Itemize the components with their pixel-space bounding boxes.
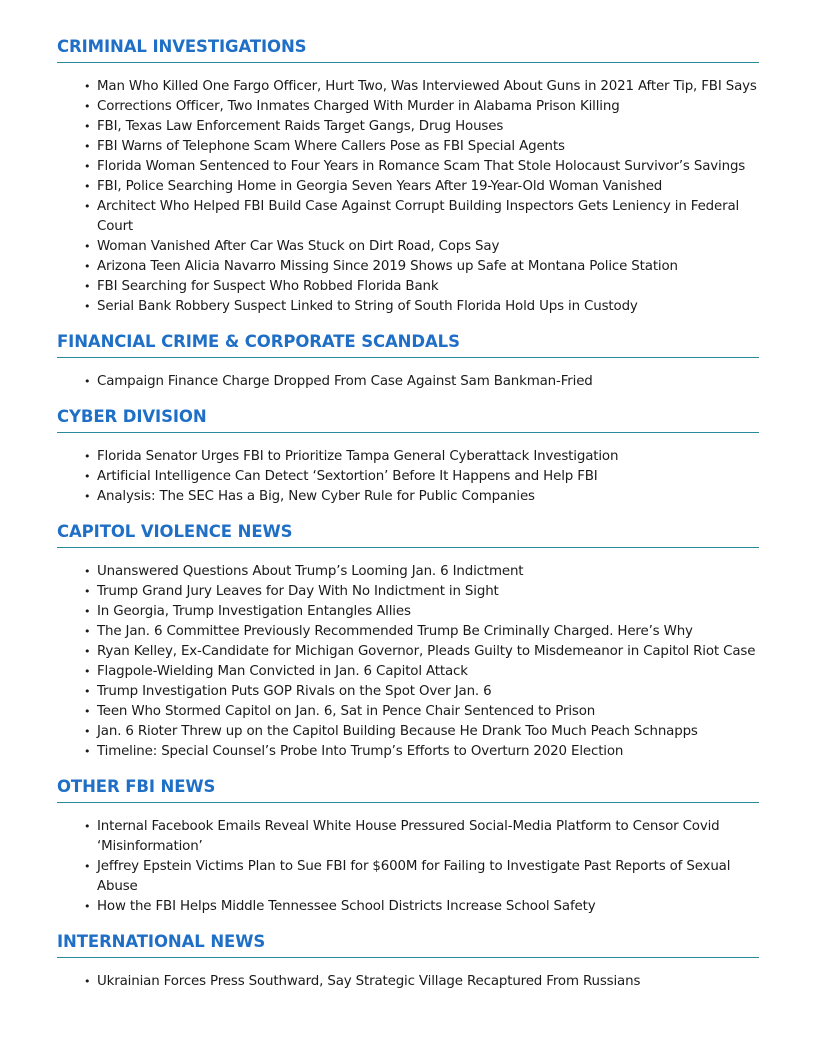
headline-text[interactable]: The Jan. 6 Committee Previously Recommended Trump Be Criminally Charged. Here’s Why: [97, 624, 693, 639]
section-cyber-division: [57, 406, 759, 507]
headline-item[interactable]: [84, 972, 759, 992]
bullet-icon: •: [84, 705, 91, 718]
headline-item[interactable]: [84, 722, 759, 742]
headline-item[interactable]: [84, 642, 759, 662]
section-title: CRIMINAL INVESTIGATIONS: [57, 36, 759, 63]
headline-list: [57, 372, 759, 392]
headline-item[interactable]: [84, 662, 759, 682]
bullet-icon: •: [84, 375, 91, 388]
section-international-news: [57, 931, 759, 992]
section-capitol-violence: [57, 521, 759, 762]
section-title: INTERNATIONAL NEWS: [57, 931, 759, 958]
bullet-icon: •: [84, 605, 91, 618]
bullet-icon: •: [84, 685, 91, 698]
bullet-icon: •: [84, 665, 91, 678]
headline-item[interactable]: [84, 487, 759, 507]
headline-text[interactable]: Jeffrey Epstein Victims Plan to Sue FBI for $600M for Failing to Investigate Past Reports of Sexual Abuse: [97, 859, 731, 894]
section-criminal-investigations: [57, 36, 759, 317]
section-title: FINANCIAL CRIME & CORPORATE SCANDALS: [57, 331, 759, 358]
headline-item[interactable]: [84, 97, 759, 117]
bullet-icon: •: [84, 280, 91, 293]
headline-text[interactable]: FBI Searching for Suspect Who Robbed Florida Bank: [97, 279, 439, 294]
headline-item[interactable]: [84, 702, 759, 722]
bullet-icon: •: [84, 140, 91, 153]
bullet-icon: •: [84, 625, 91, 638]
headline-text[interactable]: Trump Investigation Puts GOP Rivals on the Spot Over Jan. 6: [97, 684, 492, 699]
bullet-icon: •: [84, 860, 91, 873]
bullet-icon: •: [84, 160, 91, 173]
headline-text[interactable]: Internal Facebook Emails Reveal White House Pressured Social-Media Platform to Censor Covid ‘Misinformation’: [97, 819, 720, 854]
headline-item[interactable]: [84, 447, 759, 467]
headline-text[interactable]: Ryan Kelley, Ex-Candidate for Michigan Governor, Pleads Guilty to Misdemeanor in Capitol Riot Case: [97, 644, 756, 659]
headline-item[interactable]: [84, 77, 759, 97]
bullet-icon: •: [84, 585, 91, 598]
bullet-icon: •: [84, 100, 91, 113]
headline-text[interactable]: Campaign Finance Charge Dropped From Case Against Sam Bankman-Fried: [97, 374, 593, 389]
section-title: CAPITOL VIOLENCE NEWS: [57, 521, 759, 548]
headline-item[interactable]: [84, 177, 759, 197]
bullet-icon: •: [84, 490, 91, 503]
headline-item[interactable]: [84, 137, 759, 157]
headline-text[interactable]: FBI, Police Searching Home in Georgia Seven Years After 19-Year-Old Woman Vanished: [97, 179, 663, 194]
bullet-icon: •: [84, 975, 91, 988]
bullet-icon: •: [84, 120, 91, 133]
bullet-icon: •: [84, 260, 91, 273]
headline-text[interactable]: In Georgia, Trump Investigation Entangles Allies: [97, 604, 411, 619]
bullet-icon: •: [84, 565, 91, 578]
headline-item[interactable]: [84, 372, 759, 392]
bullet-icon: •: [84, 725, 91, 738]
headline-list: [57, 817, 759, 917]
headline-item[interactable]: [84, 562, 759, 582]
section-other-fbi-news: [57, 776, 759, 917]
headline-item[interactable]: [84, 467, 759, 487]
headline-text[interactable]: Arizona Teen Alicia Navarro Missing Since 2019 Shows up Safe at Montana Police Station: [97, 259, 678, 274]
headline-text[interactable]: Timeline: Special Counsel’s Probe Into Trump’s Efforts to Overturn 2020 Election: [97, 744, 624, 759]
headline-text[interactable]: FBI, Texas Law Enforcement Raids Target Gangs, Drug Houses: [97, 119, 504, 134]
bullet-icon: •: [84, 900, 91, 913]
headline-text[interactable]: Architect Who Helped FBI Build Case Against Corrupt Building Inspectors Gets Leniency in Federal Court: [97, 199, 740, 234]
bullet-icon: •: [84, 820, 91, 833]
headline-text[interactable]: FBI Warns of Telephone Scam Where Callers Pose as FBI Special Agents: [97, 139, 565, 154]
headline-item[interactable]: [84, 857, 759, 897]
headline-list: [57, 447, 759, 507]
bullet-icon: •: [84, 240, 91, 253]
headline-item[interactable]: [84, 622, 759, 642]
headline-item[interactable]: [84, 237, 759, 257]
bullet-icon: •: [84, 470, 91, 483]
headline-text[interactable]: Corrections Officer, Two Inmates Charged With Murder in Alabama Prison Killing: [97, 99, 620, 114]
headline-text[interactable]: Analysis: The SEC Has a Big, New Cyber Rule for Public Companies: [97, 489, 535, 504]
headline-text[interactable]: Serial Bank Robbery Suspect Linked to String of South Florida Hold Ups in Custody: [97, 299, 638, 314]
section-financial-crime: [57, 331, 759, 392]
section-title: OTHER FBI NEWS: [57, 776, 759, 803]
headline-list: [57, 77, 759, 317]
headline-item[interactable]: [84, 277, 759, 297]
bullet-icon: •: [84, 200, 91, 213]
bullet-icon: •: [84, 450, 91, 463]
headline-item[interactable]: [84, 817, 759, 857]
bullet-icon: •: [84, 80, 91, 93]
headline-item[interactable]: [84, 602, 759, 622]
headline-text[interactable]: Unanswered Questions About Trump’s Looming Jan. 6 Indictment: [97, 564, 524, 579]
section-title: CYBER DIVISION: [57, 406, 759, 433]
headline-text[interactable]: Florida Senator Urges FBI to Prioritize Tampa General Cyberattack Investigation: [97, 449, 619, 464]
headline-text[interactable]: Woman Vanished After Car Was Stuck on Dirt Road, Cops Say: [97, 239, 500, 254]
headline-item[interactable]: [84, 582, 759, 602]
headline-item[interactable]: [84, 297, 759, 317]
headline-text[interactable]: Jan. 6 Rioter Threw up on the Capitol Building Because He Drank Too Much Peach Schnapps: [97, 724, 698, 739]
news-digest-page: [57, 36, 759, 1006]
headline-item[interactable]: [84, 897, 759, 917]
bullet-icon: •: [84, 180, 91, 193]
headline-text[interactable]: Artificial Intelligence Can Detect ‘Sextortion’ Before It Happens and Help FBI: [97, 469, 598, 484]
headline-text[interactable]: Teen Who Stormed Capitol on Jan. 6, Sat in Pence Chair Sentenced to Prison: [97, 704, 596, 719]
headline-text[interactable]: How the FBI Helps Middle Tennessee School Districts Increase School Safety: [97, 899, 596, 914]
headline-text[interactable]: Ukrainian Forces Press Southward, Say Strategic Village Recaptured From Russians: [97, 974, 641, 989]
headline-list: [57, 562, 759, 762]
headline-item[interactable]: [84, 117, 759, 137]
headline-text[interactable]: Florida Woman Sentenced to Four Years in Romance Scam That Stole Holocaust Survivor’s Savings: [97, 159, 746, 174]
headline-text[interactable]: Man Who Killed One Fargo Officer, Hurt Two, Was Interviewed About Guns in 2021 After Tip, FBI Says: [97, 79, 757, 94]
headline-item[interactable]: [84, 257, 759, 277]
bullet-icon: •: [84, 300, 91, 313]
bullet-icon: •: [84, 645, 91, 658]
headline-item[interactable]: [84, 682, 759, 702]
headline-item[interactable]: [84, 157, 759, 177]
headline-text[interactable]: Trump Grand Jury Leaves for Day With No Indictment in Sight: [97, 584, 499, 599]
headline-text[interactable]: Flagpole-Wielding Man Convicted in Jan. 6 Capitol Attack: [97, 664, 468, 679]
headline-item[interactable]: [84, 742, 759, 762]
headline-list: [57, 972, 759, 992]
bullet-icon: •: [84, 745, 91, 758]
headline-item[interactable]: [84, 197, 759, 237]
